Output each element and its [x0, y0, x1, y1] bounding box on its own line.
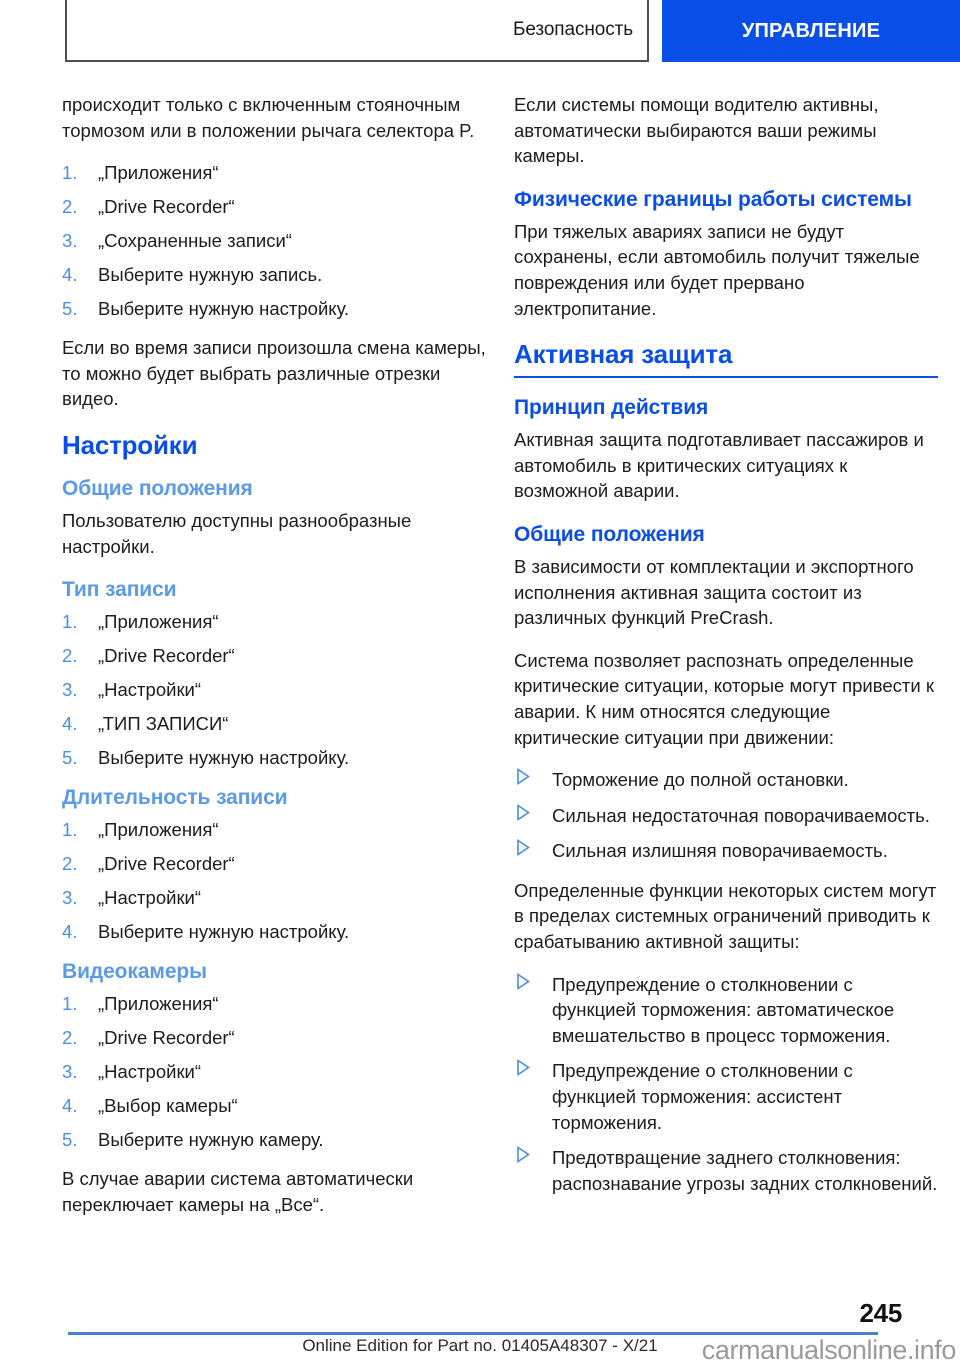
triangle-bullet-icon [516, 839, 532, 861]
list-number: 2. [62, 853, 78, 875]
numbered-list-item [62, 885, 486, 910]
page-footer [0, 1298, 960, 1365]
bullet-list-item [514, 838, 938, 864]
list-number: 3. [62, 1061, 78, 1083]
paragraph: Определенные функции некоторых систем могут в пределах системных ограничений приводить к срабатыванию активной защиты: [514, 879, 937, 953]
section-heading: Настройки [62, 429, 198, 460]
numbered-list-item [62, 609, 486, 634]
list-item-label: „Приложения“ [98, 819, 219, 841]
list-number: 2. [62, 196, 78, 218]
paragraph: Система позволяет распознать определенные критические ситуации, которые могут привести к аварии. К ним относятся следующие критические ситуации при движении: [514, 649, 934, 748]
numbered-list-item [62, 1059, 486, 1084]
bullet-item-label: Сильная недостаточная поворачиваемость. [552, 804, 930, 826]
section-tab-label: УПРАВЛЕНИЕ [741, 19, 881, 42]
list-item-label: „ТИП ЗАПИСИ“ [98, 713, 229, 735]
bullet-list-item [514, 972, 938, 1049]
list-number: 4. [62, 1095, 78, 1117]
list-number: 3. [62, 679, 78, 701]
bullet-list-item [514, 803, 938, 829]
left-column [62, 92, 486, 1234]
numbered-list [62, 609, 486, 770]
page-header [0, 0, 960, 68]
list-item-label: „Drive Recorder“ [98, 645, 235, 667]
paragraph: Если во время записи произошла смена камеры, то можно будет выбрать различные отрезки видео. [62, 337, 486, 410]
paragraph: При тяжелых авариях записи не будут сохранены, если автомобиль получит тяжелые повреждения или будет прервано электропитание. [514, 220, 920, 319]
bullet-list [514, 767, 938, 864]
paragraph: Активная защита подготавливает пассажиров и автомобиль в критических ситуациях к возможной аварии. [514, 429, 924, 502]
right-column [514, 92, 938, 1210]
edition-text: Online Edition for Part no. 01405A48307 - X/21 [302, 1336, 658, 1355]
list-item-label: Выберите нужную настройку. [98, 921, 350, 943]
numbered-list-item [62, 296, 486, 321]
list-item-label: Выберите нужную запись. [98, 264, 323, 286]
list-item-label: Выберите нужную настройку. [98, 298, 350, 320]
list-number: 1. [62, 162, 78, 184]
numbered-list-item [62, 194, 486, 219]
numbered-list-item [62, 711, 486, 736]
paragraph: Пользователю доступны разнообразные настройки. [62, 509, 412, 557]
triangle-bullet-icon [516, 768, 532, 790]
triangle-bullet-icon [516, 973, 532, 995]
numbered-list-item [62, 817, 486, 842]
numbered-list-item [62, 745, 486, 770]
sub-heading: Общие положения [62, 476, 253, 500]
sub-heading: Тип записи [62, 578, 177, 602]
list-number: 5. [62, 1129, 78, 1151]
numbered-list [62, 817, 486, 944]
triangle-bullet-icon [516, 1059, 532, 1081]
bullet-item-label: Сильная излишняя поворачиваемость. [552, 840, 888, 862]
paragraph: Если системы помощи водителю активны, автоматически выбираются ваши режимы камеры. [514, 94, 879, 167]
bullet-list-item [514, 1145, 938, 1196]
sub-heading: Физические границы работы системы [514, 187, 912, 211]
list-number: 2. [62, 1027, 78, 1049]
paragraph: В случае аварии система автоматически переключает камеры на „Все“. [62, 1168, 414, 1215]
numbered-list-item [62, 262, 486, 287]
numbered-list-item [62, 919, 486, 944]
list-number: 4. [62, 713, 78, 735]
list-item-label: Выберите нужную настройку. [98, 747, 350, 769]
list-number: 4. [62, 921, 78, 943]
list-number: 2. [62, 645, 78, 667]
page-number: 245 [859, 1298, 902, 1328]
sub-heading: Общие положения [514, 522, 705, 546]
paragraph: происходит только с включенным стояночным тормозом или в положении рычага селектора P. [62, 94, 475, 141]
watermark-text: carmanualsonline.info [701, 1335, 956, 1365]
list-item-label: „Drive Recorder“ [98, 853, 235, 875]
section-heading: Активная защита [514, 338, 938, 378]
list-item-label: „Выбор камеры“ [98, 1095, 238, 1117]
chapter-tab [65, 0, 649, 62]
numbered-list [62, 991, 486, 1152]
numbered-list-item [62, 1093, 486, 1118]
list-item-label: „Приложения“ [98, 162, 219, 184]
numbered-list-item [62, 643, 486, 668]
numbered-list-item [62, 228, 486, 253]
bullet-list-item [514, 1058, 938, 1135]
list-item-label: Выберите нужную камеру. [98, 1129, 324, 1151]
list-number: 1. [62, 819, 78, 841]
list-item-label: „Настройки“ [98, 679, 202, 701]
paragraph: В зависимости от комплектации и экспортного исполнения активная защита состоит из различных функций PreCrash. [514, 555, 914, 629]
list-number: 5. [62, 298, 78, 320]
numbered-list-item [62, 1127, 486, 1152]
numbered-list-item [62, 160, 486, 185]
list-number: 4. [62, 264, 78, 286]
list-number: 3. [62, 887, 78, 909]
triangle-bullet-icon [516, 1146, 532, 1168]
bullet-item-label: Предотвращение заднего столкновения: распознавание угрозы задних столкновений. [552, 1147, 938, 1194]
bullet-item-label: Предупреждение о столкновении с функцией торможения: ассистент торможения. [552, 1060, 853, 1133]
numbered-list-item [62, 851, 486, 876]
list-item-label: „Drive Recorder“ [98, 196, 235, 218]
bullet-list-item [514, 767, 938, 793]
triangle-bullet-icon [516, 804, 532, 826]
numbered-list-item [62, 677, 486, 702]
list-item-label: „Приложения“ [98, 993, 219, 1015]
chapter-tab-label: Безопасность [513, 19, 633, 40]
list-item-label: „Drive Recorder“ [98, 1027, 235, 1049]
sub-heading: Длительность записи [62, 786, 288, 810]
numbered-list-item [62, 991, 486, 1016]
bullet-item-label: Предупреждение о столкновении с функцией торможения: автоматическое вмешательство в процесс торможения. [552, 973, 895, 1046]
section-tab [662, 0, 960, 62]
list-item-label: „Настройки“ [98, 887, 202, 909]
list-item-label: „Приложения“ [98, 611, 219, 633]
list-number: 5. [62, 747, 78, 769]
sub-heading: Принцип действия [514, 396, 709, 420]
list-number: 1. [62, 611, 78, 633]
numbered-list-item [62, 1025, 486, 1050]
numbered-list [62, 160, 486, 321]
sub-heading: Видеокамеры [62, 960, 207, 984]
list-item-label: „Настройки“ [98, 1061, 202, 1083]
bullet-list [514, 972, 938, 1197]
list-number: 1. [62, 993, 78, 1015]
list-item-label: „Сохраненные записи“ [98, 230, 292, 252]
bullet-item-label: Торможение до полной остановки. [552, 769, 849, 791]
list-number: 3. [62, 230, 78, 252]
